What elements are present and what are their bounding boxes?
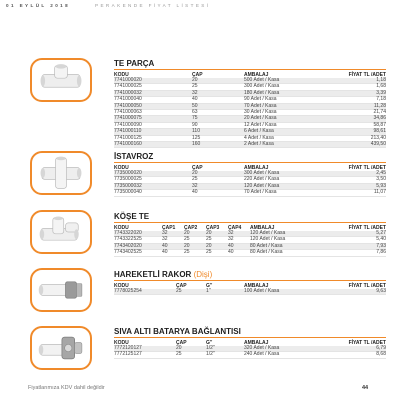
header-date: 01 EYLÜL 2018 — [6, 3, 71, 8]
table-cell: 40 — [228, 250, 250, 256]
col-header: KODU — [114, 71, 129, 78]
col-header: ÇAP — [176, 339, 187, 346]
table-cell: 7741000063 — [114, 110, 192, 116]
table-cell: 3,39 — [316, 90, 386, 96]
table-cell: 63 — [192, 110, 244, 116]
section-title-text: KÖŞE TE — [114, 212, 150, 221]
table-cell: 3,50 — [316, 177, 386, 183]
table-cell: 120 Adet / Kasa — [250, 237, 316, 243]
corner-tee-icon — [32, 212, 90, 252]
table-cell: 40 — [162, 250, 184, 256]
table-cell: 7735000032 — [114, 183, 192, 189]
header-title: PERAKENDE FİYAT LİSTESİ — [95, 3, 211, 8]
table-cell: 40 — [192, 97, 244, 103]
table-cell: 125 — [192, 135, 244, 141]
table-cell: 1/2'' — [206, 346, 244, 352]
table-cell: 120 Adet / Kasa — [250, 231, 316, 237]
table-cell: 7772125127 — [114, 352, 176, 358]
table-cell: 25 — [184, 250, 206, 256]
table-cell: 1'' — [206, 289, 244, 295]
col-header: G'' — [206, 339, 213, 346]
table-cell: 7743322525 — [114, 237, 162, 243]
col-header: KODU — [114, 282, 129, 289]
table-cell: 4 Adet / Kasa — [244, 135, 316, 141]
hareketli-rakor-image — [30, 268, 92, 312]
table-cell: 7772120127 — [114, 346, 176, 352]
table-body — [114, 231, 386, 256]
col-header: FİYAT TL /ADET — [348, 224, 386, 231]
table-cell: 40 — [228, 243, 250, 249]
table-cell: 7,86 — [316, 250, 386, 256]
table-cell: 2,45 — [316, 171, 386, 177]
table-cell: 300 Adet / Kasa — [244, 171, 316, 177]
table-cell: 180 Adet / Kasa — [244, 90, 316, 96]
col-header: ÇAP — [192, 164, 203, 171]
table-cell: 25 — [206, 250, 228, 256]
table-cell: 80 Adet / Kasa — [250, 250, 316, 256]
table-cell: 20 — [192, 78, 244, 84]
table-cell: 9,63 — [316, 289, 386, 295]
price-table — [114, 282, 386, 295]
col-header: ÇAP4 — [228, 224, 242, 231]
table-cell: 439,50 — [316, 142, 386, 148]
table-cell: 25 — [192, 84, 244, 90]
table-cell: 320 Adet / Kasa — [244, 346, 316, 352]
col-header: AMBALAJ — [244, 339, 269, 346]
col-header: ÇAP — [176, 282, 187, 289]
section-title-text: HAREKETLİ RAKOR — [114, 270, 192, 279]
section-title — [114, 59, 386, 70]
table-cell: 7735000040 — [114, 190, 192, 196]
col-header: KODU — [114, 339, 129, 346]
col-header: ÇAP1 — [162, 224, 176, 231]
col-header: G'' — [206, 282, 213, 289]
table-row — [114, 190, 386, 196]
page-header — [0, 0, 400, 12]
table-row — [114, 142, 386, 148]
col-header: KODU — [114, 164, 129, 171]
table-cell: 32 — [228, 231, 250, 237]
price-table — [114, 164, 386, 197]
col-header: ÇAP — [192, 71, 203, 78]
col-header: AMBALAJ — [244, 282, 269, 289]
section-title — [114, 270, 386, 281]
table-cell: 7,93 — [316, 243, 386, 249]
table-cell: 50 — [192, 103, 244, 109]
table-cell: 20 — [184, 231, 206, 237]
table-cell: 32 — [228, 237, 250, 243]
table-cell: 98,61 — [316, 129, 386, 135]
table-cell: 500 Adet / Kasa — [244, 78, 316, 84]
table-cell: 240 Adet / Kasa — [244, 352, 316, 358]
col-header: FİYAT TL /ADET — [348, 71, 386, 78]
table-cell: 11,07 — [316, 190, 386, 196]
col-header: FİYAT TL /ADET — [348, 339, 386, 346]
table-cell: 7741000032 — [114, 90, 192, 96]
table-cell: 90 — [192, 122, 244, 128]
table-cell: 1,68 — [316, 84, 386, 90]
table-cell: 32 — [192, 183, 244, 189]
table-cell: 40 — [192, 190, 244, 196]
table-cell: 5,93 — [316, 183, 386, 189]
kose-te-image — [30, 210, 92, 254]
table-cell: 7735000020 — [114, 171, 192, 177]
table-cell: 7743402525 — [114, 250, 162, 256]
table-cell: 7741000075 — [114, 116, 192, 122]
table-cell: 30 Adet / Kasa — [244, 110, 316, 116]
table-cell: 25 — [192, 177, 244, 183]
table-cell: 20 — [206, 243, 228, 249]
table-cell: 6,79 — [316, 346, 386, 352]
te-parca-image — [30, 58, 92, 102]
table-cell: 7743322020 — [114, 231, 162, 237]
table-cell: 1,18 — [316, 78, 386, 84]
table-cell: 75 — [192, 116, 244, 122]
table-cell: 213,40 — [316, 135, 386, 141]
col-header: AMBALAJ — [244, 71, 269, 78]
istavroz-image — [30, 151, 92, 195]
table-cell: 32 — [162, 231, 184, 237]
table-cell: 7743402020 — [114, 243, 162, 249]
table-cell: 11,28 — [316, 103, 386, 109]
section-subtitle: (Dişi) — [193, 270, 213, 279]
table-cell: 7741000110 — [114, 129, 192, 135]
table-cell: 5,27 — [316, 231, 386, 237]
table-cell: 7741000040 — [114, 97, 192, 103]
page-number: 44 — [362, 385, 369, 391]
table-cell: 58,87 — [316, 122, 386, 128]
section-title — [114, 152, 386, 163]
table-cell: 7741000160 — [114, 142, 192, 148]
table-cell: 40 — [162, 243, 184, 249]
table-cell: 20 Adet / Kasa — [244, 116, 316, 122]
table-cell: 25 — [176, 289, 206, 295]
table-cell: 7741000090 — [114, 122, 192, 128]
table-cell: 6 Adet / Kasa — [244, 129, 316, 135]
siva-alti-image — [30, 326, 92, 370]
table-cell: 70 Adet / Kasa — [244, 190, 316, 196]
table-row — [114, 289, 386, 295]
table-cell: 32 — [162, 237, 184, 243]
table-cell: 20 — [206, 231, 228, 237]
table-cell: 7741000050 — [114, 103, 192, 109]
table-cell: 34,86 — [316, 116, 386, 122]
col-header: AMBALAJ — [250, 224, 275, 231]
union-fitting-icon — [32, 270, 90, 310]
price-table — [114, 339, 386, 359]
col-header: KODU — [114, 224, 129, 231]
table-body — [114, 289, 386, 295]
table-row — [114, 250, 386, 256]
table-cell: 70 Adet / Kasa — [244, 103, 316, 109]
section-title-text: TE PARÇA — [114, 59, 155, 68]
price-table — [114, 71, 386, 148]
table-cell: 20 — [192, 171, 244, 177]
table-cell: 220 Adet / Kasa — [244, 177, 316, 183]
table-cell: 2 Adet / Kasa — [244, 142, 316, 148]
table-cell: 8,68 — [316, 352, 386, 358]
table-cell: 90 Adet / Kasa — [244, 97, 316, 103]
col-header: FİYAT TL /ADET — [348, 164, 386, 171]
table-row — [114, 352, 386, 358]
tee-fitting-icon — [32, 60, 90, 100]
table-cell: 80 Adet / Kasa — [250, 243, 316, 249]
section-title-text: SIVA ALTI BATARYA BAĞLANTISI — [114, 327, 241, 336]
table-cell: 25 — [206, 237, 228, 243]
table-cell: 7778025254 — [114, 289, 176, 295]
table-cell: 7741000025 — [114, 84, 192, 90]
table-cell: 20 — [176, 346, 206, 352]
table-cell: 300 Adet / Kasa — [244, 84, 316, 90]
table-cell: 7,18 — [316, 97, 386, 103]
price-table — [114, 224, 386, 257]
col-header: ÇAP2 — [184, 224, 198, 231]
wall-plate-fitting-icon — [32, 328, 90, 368]
table-cell: 100 Adet / Kasa — [244, 289, 316, 295]
table-cell: 25 — [176, 352, 206, 358]
table-cell: 120 Adet / Kasa — [244, 183, 316, 189]
table-cell: 32 — [192, 90, 244, 96]
vat-note: Fiyatlarımıza KDV dahil değildir — [28, 385, 105, 391]
table-cell: 5,40 — [316, 237, 386, 243]
table-cell: 110 — [192, 129, 244, 135]
cross-fitting-icon — [32, 153, 90, 193]
table-cell: 25 — [184, 237, 206, 243]
section-title-text: İSTAVROZ — [114, 152, 154, 161]
table-body — [114, 346, 386, 358]
table-cell: 160 — [192, 142, 244, 148]
col-header: AMBALAJ — [244, 164, 269, 171]
table-body — [114, 78, 386, 148]
table-cell: 7741000020 — [114, 78, 192, 84]
section-title — [114, 212, 386, 223]
section-title — [114, 327, 386, 338]
table-cell: 12 Adet / Kasa — [244, 122, 316, 128]
col-header: ÇAP3 — [206, 224, 220, 231]
col-header: FİYAT TL /ADET — [348, 282, 386, 289]
table-body — [114, 171, 386, 196]
table-cell: 7741000125 — [114, 135, 192, 141]
table-cell: 20 — [184, 243, 206, 249]
table-cell: 1/2'' — [206, 352, 244, 358]
table-cell: 21,74 — [316, 110, 386, 116]
table-cell: 7735000025 — [114, 177, 192, 183]
